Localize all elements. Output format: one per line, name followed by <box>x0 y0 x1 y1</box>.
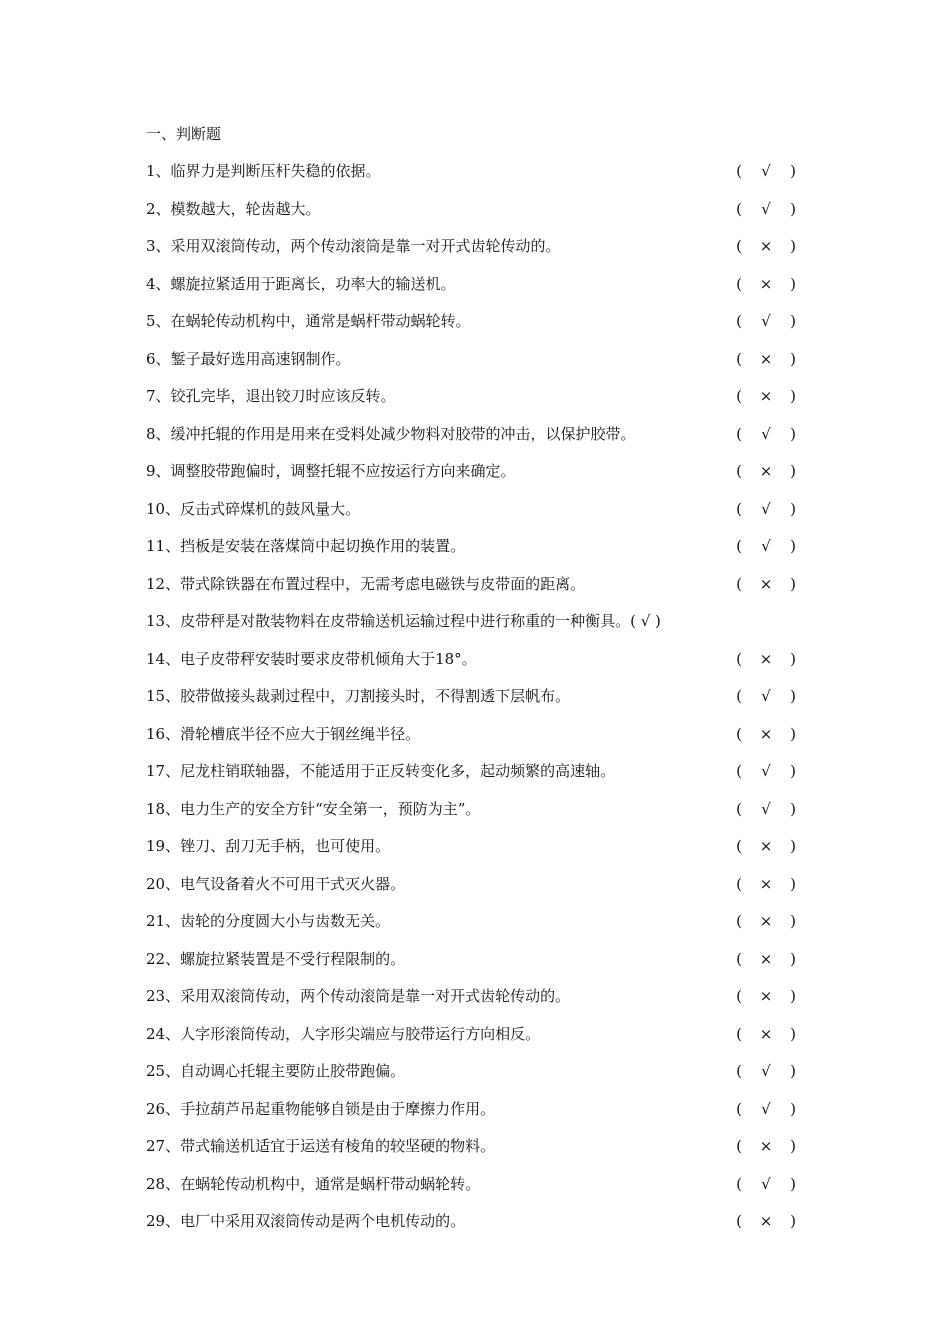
question-text: 14、电子皮带秤安装时要求皮带机倾角大于18°。 <box>146 649 477 668</box>
answer-box <box>732 796 800 822</box>
question-list <box>146 158 818 1246</box>
answer-box <box>732 1058 800 1084</box>
close-paren: ) <box>790 687 796 705</box>
question-text: 9、调整胶带跑偏时，调整托辊不应按运行方向来确定。 <box>146 462 516 480</box>
close-paren: ) <box>790 762 796 780</box>
open-paren: ( <box>736 1099 742 1118</box>
check-mark: √ <box>761 199 771 218</box>
answer-box <box>732 1021 800 1047</box>
cross-mark: × <box>759 837 773 855</box>
cross-mark: × <box>759 574 773 593</box>
question-text: 24、人字形滚筒传动，人字形尖端应与胶带运行方向相反。 <box>146 1024 541 1043</box>
close-paren: ) <box>790 537 796 555</box>
close-paren: ) <box>790 312 796 330</box>
question-text: 4、螺旋拉紧适用于距离长，功率大的输送机。 <box>146 274 456 293</box>
question-item <box>146 346 818 384</box>
question-item <box>146 1133 818 1171</box>
question-item <box>146 233 818 271</box>
answer-box <box>732 421 800 447</box>
close-paren: ) <box>790 387 796 405</box>
open-paren: ( <box>736 724 742 743</box>
open-paren: ( <box>736 987 742 1005</box>
answer-box <box>732 271 800 297</box>
cross-mark: × <box>759 949 773 968</box>
answer-box <box>732 308 800 334</box>
cross-mark: × <box>759 462 773 480</box>
cross-mark: × <box>759 349 773 368</box>
answer-box <box>732 758 800 784</box>
close-paren: ) <box>790 649 796 668</box>
open-paren: ( <box>736 1137 742 1155</box>
close-paren: ) <box>790 1212 796 1230</box>
answer-box <box>732 458 800 484</box>
cross-mark: × <box>759 724 773 743</box>
close-paren: ) <box>790 424 796 443</box>
cross-mark: × <box>759 649 773 668</box>
close-paren: ) <box>790 1024 796 1043</box>
question-text: 10、反击式碎煤机的鼓风量大。 <box>146 499 361 518</box>
answer-box <box>732 946 800 972</box>
answer-box <box>732 983 800 1009</box>
question-item <box>146 1096 818 1134</box>
open-paren: ( <box>736 1174 742 1193</box>
question-item <box>146 571 818 609</box>
check-mark: √ <box>761 162 771 180</box>
question-text: 26、手拉葫芦吊起重物能够自锁是由于摩擦力作用。 <box>146 1099 496 1118</box>
question-item <box>146 871 818 909</box>
question-item <box>146 646 818 684</box>
cross-mark: × <box>759 1212 773 1230</box>
question-text: 16、滑轮槽底半径不应大于钢丝绳半径。 <box>146 724 421 743</box>
close-paren: ) <box>790 162 796 180</box>
close-paren: ) <box>790 949 796 968</box>
question-item <box>146 983 818 1021</box>
question-text: 13、皮带秤是对散装物料在皮带输送机运输过程中进行称重的一种衡具。( √ ) <box>146 612 661 630</box>
question-text: 12、带式除铁器在布置过程中，无需考虑电磁铁与皮带面的距离。 <box>146 574 586 593</box>
question-item <box>146 1208 818 1246</box>
cross-mark: × <box>759 387 773 405</box>
answer-box <box>732 1096 800 1122</box>
answer-box <box>732 833 800 859</box>
open-paren: ( <box>736 387 742 405</box>
close-paren: ) <box>790 799 796 818</box>
cross-mark: × <box>759 1137 773 1155</box>
question-text: 28、在蜗轮传动机构中，通常是蜗杆带动蜗轮转。 <box>146 1174 481 1193</box>
check-mark: √ <box>761 762 771 780</box>
close-paren: ) <box>790 237 796 255</box>
close-paren: ) <box>790 1099 796 1118</box>
open-paren: ( <box>736 537 742 555</box>
cross-mark: × <box>759 274 773 293</box>
answer-box <box>732 646 800 672</box>
answer-box <box>732 721 800 747</box>
answer-box <box>732 158 800 184</box>
question-item <box>146 308 818 346</box>
open-paren: ( <box>736 349 742 368</box>
question-item <box>146 1171 818 1209</box>
question-text: 21、齿轮的分度圆大小与齿数无关。 <box>146 912 391 930</box>
close-paren: ) <box>790 349 796 368</box>
question-text: 11、挡板是安装在落煤筒中起切换作用的装置。 <box>146 537 466 555</box>
check-mark: √ <box>761 312 771 330</box>
answer-box <box>732 346 800 372</box>
close-paren: ) <box>790 574 796 593</box>
check-mark: √ <box>761 537 771 555</box>
open-paren: ( <box>736 837 742 855</box>
open-paren: ( <box>736 912 742 930</box>
cross-mark: × <box>759 1024 773 1043</box>
question-text: 19、锉刀、刮刀无手柄，也可使用。 <box>146 837 391 855</box>
open-paren: ( <box>736 949 742 968</box>
open-paren: ( <box>736 162 742 180</box>
answer-box <box>732 496 800 522</box>
answer-box <box>732 533 800 559</box>
question-text: 15、胶带做接头裁剥过程中，刀割接头时，不得割透下层帆布。 <box>146 687 571 705</box>
check-mark: √ <box>761 1099 771 1118</box>
open-paren: ( <box>736 499 742 518</box>
check-mark: √ <box>761 1062 771 1080</box>
close-paren: ) <box>790 987 796 1005</box>
close-paren: ) <box>790 462 796 480</box>
open-paren: ( <box>736 312 742 330</box>
check-mark: √ <box>761 1174 771 1193</box>
section-title: 一、判断题 <box>146 125 222 143</box>
cross-mark: × <box>759 237 773 255</box>
question-text: 17、尼龙柱销联轴器，不能适用于正反转变化多，起动频繁的高速轴。 <box>146 762 616 780</box>
question-text: 7、铰孔完毕，退出铰刀时应该反转。 <box>146 387 396 405</box>
close-paren: ) <box>790 499 796 518</box>
open-paren: ( <box>736 687 742 705</box>
cross-mark: × <box>759 912 773 930</box>
answer-box <box>732 683 800 709</box>
question-text: 6、錾子最好选用高速钢制作。 <box>146 349 351 368</box>
question-item <box>146 1058 818 1096</box>
question-item <box>146 533 818 571</box>
open-paren: ( <box>736 237 742 255</box>
cross-mark: × <box>759 987 773 1005</box>
close-paren: ) <box>790 1062 796 1080</box>
question-item <box>146 683 818 721</box>
check-mark: √ <box>761 499 771 518</box>
close-paren: ) <box>790 199 796 218</box>
answer-box <box>732 571 800 597</box>
question-text: 22、螺旋拉紧装置是不受行程限制的。 <box>146 949 406 968</box>
close-paren: ) <box>790 274 796 293</box>
question-text: 23、采用双滚筒传动，两个传动滚筒是靠一对开式齿轮传动的。 <box>146 987 571 1005</box>
close-paren: ) <box>790 912 796 930</box>
open-paren: ( <box>736 462 742 480</box>
question-item <box>146 908 818 946</box>
question-text: 1、临界力是判断压杆失稳的依据。 <box>146 162 381 180</box>
answer-box <box>732 1133 800 1159</box>
question-text: 18、电力生产的安全方针“安全第一，预防为主”。 <box>146 799 481 818</box>
close-paren: ) <box>790 837 796 855</box>
question-item <box>146 1021 818 1059</box>
check-mark: √ <box>761 799 771 818</box>
close-paren: ) <box>790 724 796 743</box>
question-item <box>146 833 818 871</box>
answer-box <box>732 196 800 222</box>
close-paren: ) <box>790 1137 796 1155</box>
question-item <box>146 758 818 796</box>
question-item <box>146 796 818 834</box>
question-text: 27、带式输送机适宜于运送有棱角的较坚硬的物料。 <box>146 1137 496 1155</box>
open-paren: ( <box>736 1024 742 1043</box>
question-item <box>146 496 818 534</box>
question-item <box>146 946 818 984</box>
answer-box <box>732 908 800 934</box>
answer-box <box>732 871 800 897</box>
question-item <box>146 421 818 459</box>
question-item <box>146 383 818 421</box>
check-mark: √ <box>761 687 771 705</box>
open-paren: ( <box>736 1062 742 1080</box>
answer-box <box>732 233 800 259</box>
question-item <box>146 608 818 646</box>
question-item <box>146 158 818 196</box>
question-text: 3、采用双滚筒传动，两个传动滚筒是靠一对开式齿轮传动的。 <box>146 237 561 255</box>
question-text: 8、缓冲托辊的作用是用来在受料处减少物料对胶带的冲击，以保护胶带。 <box>146 424 636 443</box>
answer-box <box>732 1171 800 1197</box>
check-mark: √ <box>761 424 771 443</box>
question-item <box>146 458 818 496</box>
question-item <box>146 271 818 309</box>
open-paren: ( <box>736 762 742 780</box>
answer-box <box>732 1208 800 1234</box>
open-paren: ( <box>736 424 742 443</box>
open-paren: ( <box>736 1212 742 1230</box>
cross-mark: × <box>759 874 773 893</box>
question-item <box>146 196 818 234</box>
question-text: 2、模数越大，轮齿越大。 <box>146 199 321 218</box>
open-paren: ( <box>736 874 742 893</box>
question-text: 20、电气设备着火不可用干式灭火器。 <box>146 874 406 893</box>
close-paren: ) <box>790 1174 796 1193</box>
open-paren: ( <box>736 574 742 593</box>
open-paren: ( <box>736 649 742 668</box>
question-text: 5、在蜗轮传动机构中，通常是蜗杆带动蜗轮转。 <box>146 312 471 330</box>
close-paren: ) <box>790 874 796 893</box>
open-paren: ( <box>736 799 742 818</box>
question-item <box>146 721 818 759</box>
open-paren: ( <box>736 274 742 293</box>
question-text: 25、自动调心托辊主要防止胶带跑偏。 <box>146 1062 406 1080</box>
open-paren: ( <box>736 199 742 218</box>
answer-box <box>732 383 800 409</box>
question-text: 29、电厂中采用双滚筒传动是两个电机传动的。 <box>146 1212 466 1230</box>
